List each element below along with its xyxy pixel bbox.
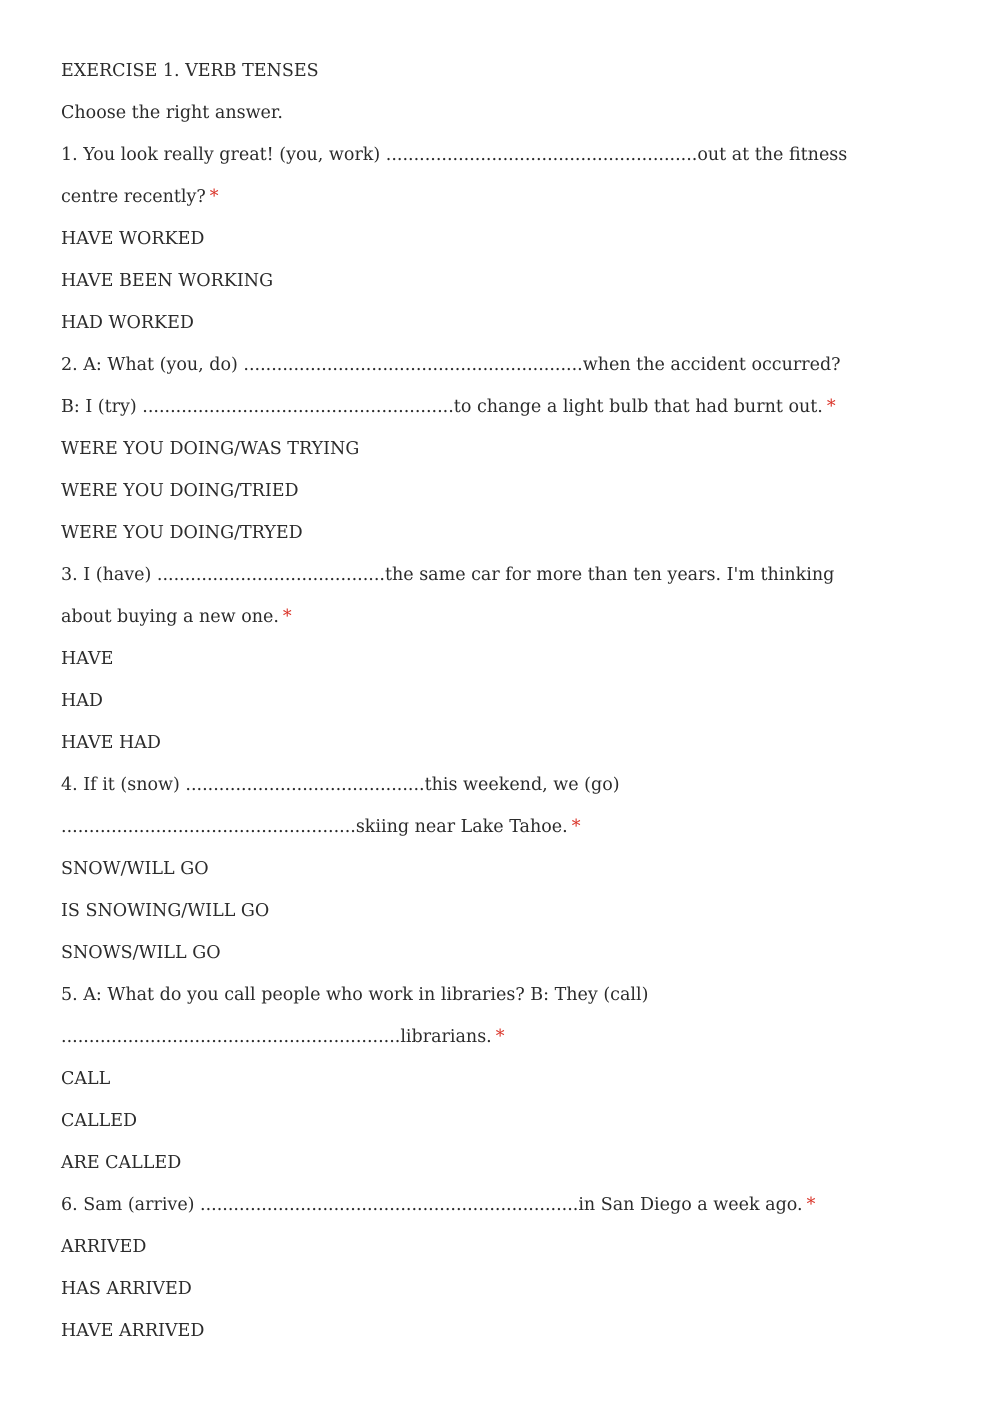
question-text: 1. You look really great! (you, work) ........................................................out at the fitness	[61, 145, 848, 165]
answer-option[interactable]: HAVE BEEN WORKING	[61, 271, 274, 291]
question-text: .....................................................skiing near Lake Tahoe.	[61, 817, 568, 837]
exercise-title: EXERCISE 1. VERB TENSES	[61, 61, 319, 81]
answer-option[interactable]: SNOWS/WILL GO	[61, 943, 221, 963]
question-text: 6. Sam (arrive) ....................................................................in San Diego a week ago.	[61, 1195, 803, 1215]
required-asterisk: *	[495, 1027, 505, 1047]
question-text: B: I (try) ........................................................to change a light bulb that had burnt out.	[61, 397, 823, 417]
answer-option[interactable]: CALL	[61, 1069, 111, 1089]
question-text: 3. I (have) .........................................the same car for more than ten years. I'm thinking	[61, 565, 835, 585]
required-asterisk: *	[209, 187, 219, 207]
answer-option[interactable]: HAVE WORKED	[61, 229, 205, 249]
question-text: 5. A: What do you call people who work in libraries? B: They (call)	[61, 985, 649, 1005]
required-asterisk: *	[282, 607, 292, 627]
answer-option[interactable]: SNOW/WILL GO	[61, 859, 209, 879]
answer-option[interactable]: HAVE	[61, 649, 114, 669]
answer-option[interactable]: ARE CALLED	[61, 1153, 182, 1173]
question-1	[61, 137, 961, 347]
question-text: 4. If it (snow) ...........................................this weekend, we (go)	[61, 775, 620, 795]
question-text: about buying a new one.	[61, 607, 279, 627]
answer-option[interactable]: HAS ARRIVED	[61, 1279, 192, 1299]
question-text: centre recently?	[61, 187, 206, 207]
answer-option[interactable]: ARRIVED	[61, 1237, 147, 1257]
question-2	[61, 347, 961, 557]
instruction: Choose the right answer.	[61, 103, 283, 123]
required-asterisk: *	[826, 397, 836, 417]
answer-option[interactable]: WERE YOU DOING/TRYED	[61, 523, 303, 543]
answer-option[interactable]: HAD	[61, 691, 103, 711]
question-text: 2. A: What (you, do) .............................................................when the accident occurred?	[61, 355, 841, 375]
answer-option[interactable]: HAVE ARRIVED	[61, 1321, 205, 1341]
answer-option[interactable]: IS SNOWING/WILL GO	[61, 901, 270, 921]
question-6	[61, 1187, 961, 1355]
question-5	[61, 977, 961, 1187]
required-asterisk: *	[571, 817, 581, 837]
answer-option[interactable]: HAVE HAD	[61, 733, 161, 753]
answer-option[interactable]: CALLED	[61, 1111, 138, 1131]
worksheet	[61, 53, 961, 1355]
answer-option[interactable]: WERE YOU DOING/TRIED	[61, 481, 299, 501]
question-text: .............................................................librarians.	[61, 1027, 492, 1047]
required-asterisk: *	[806, 1195, 816, 1215]
question-4	[61, 767, 961, 977]
answer-option[interactable]: HAD WORKED	[61, 313, 194, 333]
answer-option[interactable]: WERE YOU DOING/WAS TRYING	[61, 439, 360, 459]
question-3	[61, 557, 961, 767]
